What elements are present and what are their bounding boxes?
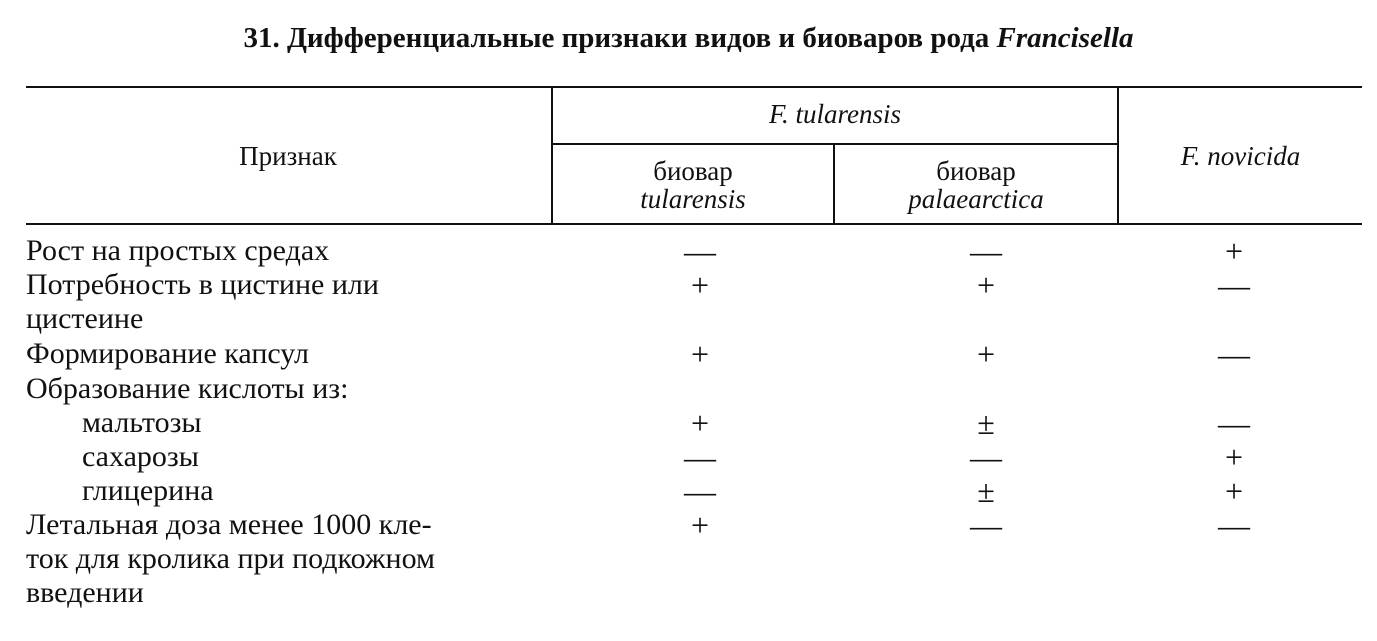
header-biovar-palaearctica-line2: palaearctica bbox=[908, 184, 1044, 214]
species-group-rule bbox=[552, 143, 1118, 145]
row-label bbox=[82, 474, 622, 508]
row-label-line: Потребность в цистине или bbox=[26, 268, 379, 301]
cell-biovar-palaearctica: + bbox=[976, 267, 996, 303]
header-biovar-tularensis-line1: биовар bbox=[653, 156, 733, 186]
row-label bbox=[26, 508, 566, 610]
cell-biovar-palaearctica: — bbox=[970, 439, 1002, 475]
title-prefix: 31. Дифференциальные признаки видов и биоваров рода bbox=[243, 22, 990, 54]
cell-biovar-palaearctica: + bbox=[976, 336, 996, 372]
row-label bbox=[26, 234, 566, 268]
header-biovar-palaearctica bbox=[835, 157, 1117, 213]
cell-biovar-palaearctica: ± bbox=[977, 405, 995, 441]
cell-novicida: — bbox=[1218, 267, 1250, 303]
row-label bbox=[82, 406, 622, 440]
row-label-line: Летальная доза менее 1000 кле- bbox=[26, 508, 432, 541]
header-species-novicida: F. novicida bbox=[1180, 141, 1301, 171]
header-biovar-tularensis bbox=[553, 157, 833, 213]
row-label-line: ток для кролика при подкожном bbox=[26, 542, 436, 575]
row-label bbox=[26, 337, 566, 371]
cell-novicida: + bbox=[1224, 233, 1244, 269]
cell-novicida: + bbox=[1224, 473, 1244, 509]
header-biovar-palaearctica-line1: биовар bbox=[936, 156, 1016, 186]
row-label bbox=[82, 440, 622, 474]
cell-biovar-palaearctica: ± bbox=[977, 473, 995, 509]
header-biovar-tularensis-line2: tularensis bbox=[640, 184, 746, 214]
row-label-line: цистеине bbox=[26, 302, 144, 335]
row-label-line: Формирование капсул bbox=[26, 337, 309, 370]
cell-novicida: + bbox=[1224, 439, 1244, 475]
cell-biovar-tularensis: + bbox=[690, 267, 710, 303]
cell-biovar-tularensis: — bbox=[684, 473, 716, 509]
row-label-line: Образование кислоты из: bbox=[26, 372, 349, 405]
cell-biovar-palaearctica: — bbox=[970, 507, 1002, 543]
row-label-line: мальтозы bbox=[82, 406, 202, 439]
table-title bbox=[0, 18, 1377, 58]
row-label-line: введении bbox=[26, 576, 144, 609]
cell-biovar-tularensis: — bbox=[684, 233, 716, 269]
header-feature: Признак bbox=[239, 141, 337, 171]
cell-biovar-tularensis: + bbox=[690, 507, 710, 543]
cell-biovar-tularensis: — bbox=[684, 439, 716, 475]
top-rule bbox=[26, 86, 1362, 88]
title-genus: Francisella bbox=[996, 22, 1134, 54]
cell-biovar-tularensis: + bbox=[690, 405, 710, 441]
header-species-group: F. tularensis bbox=[768, 99, 902, 129]
cell-novicida: — bbox=[1218, 507, 1250, 543]
row-label bbox=[26, 372, 566, 406]
cell-biovar-tularensis: + bbox=[690, 336, 710, 372]
row-label-line: Рост на простых средах bbox=[26, 234, 330, 267]
cell-biovar-palaearctica: — bbox=[970, 233, 1002, 269]
row-label-line: сахарозы bbox=[82, 440, 199, 473]
row-label-line: глицерина bbox=[82, 474, 214, 507]
cell-novicida: — bbox=[1218, 405, 1250, 441]
header-bottom-rule bbox=[26, 223, 1362, 225]
cell-novicida: — bbox=[1218, 336, 1250, 372]
row-label bbox=[26, 268, 566, 336]
